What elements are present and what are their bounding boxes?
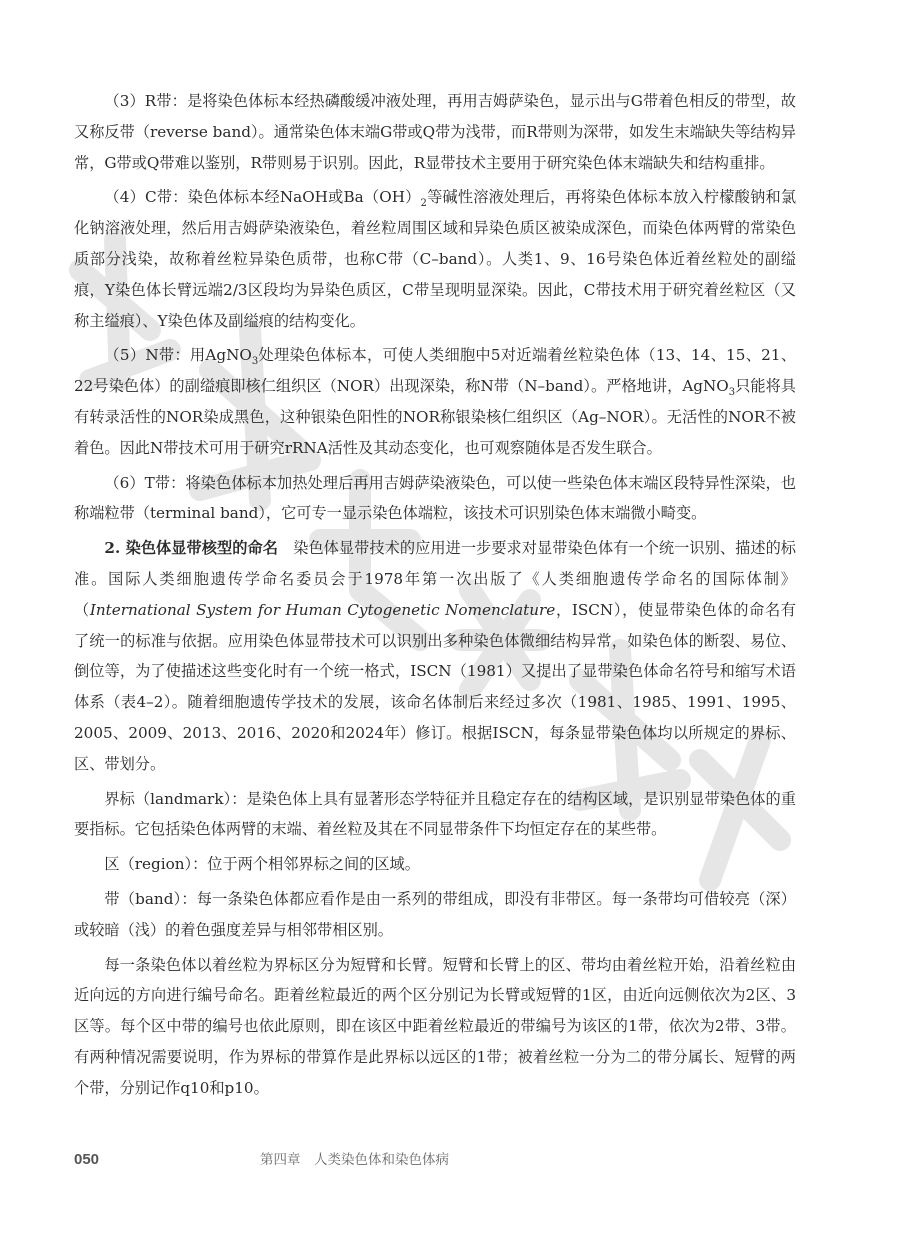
paragraph-c-band-text-1: （4）C带：染色体标本经NaOH或Ba（OH）: [104, 188, 421, 207]
paragraph-nomenclature-text-2: ，ISCN），使显带染色体的命名有了统一的标准与依据。应用染色体显带技术可以识别出多种染色体微细结构异常，如染色体的断裂、易位、倒位等，为了使描述这些变化时有一个统一格式，ISCN（1981）又提出了显带染色体命名符号和缩写术语体系（表4–2）。随着细胞遗传学技术的发展，该命名体制后来经过多次（1981、1985、1991、1995、2005、2009、2013、2016、2020和2024年）修订。根据ISCN，每条显带染色体均以所规定的界标、区、带划分。: [74, 600, 796, 773]
paragraph-region: 区（region）：位于两个相邻界标之间的区域。: [104, 855, 420, 874]
paragraph-band: 带（band）：每一条染色体都应看作是由一系列的带组成，即没有非带区。每一条带均可借较亮（深）或较暗（浅）的着色强度差异与相邻带相区别。: [74, 889, 796, 939]
paragraph-numbering: 每一条染色体以着丝粒为界标区分为短臂和长臂。短臂和长臂上的区、带均由着丝粒开始，沿着丝粒由近向远的方向进行编号命名。距着丝粒最近的两个区分别记为长臂或短臂的1区，由近向远侧依次为2区、3区等。每个区中带的编号也依此原则，即在该区中距着丝粒最近的带编号为该区的1带，依次为2带、3带。有两种情况需要说明，作为界标的带算作是此界标以远区的1带；被着丝粒一分为二的带分属长、短臂的两个带，分别记作q10和p10。: [74, 955, 796, 1097]
body-text: [74, 86, 796, 1104]
running-chapter-title: 第四章 人类染色体和染色体病: [260, 1152, 449, 1168]
paragraph-n-band-text-2: 处理染色体标本，可使人类细胞中5对近端着丝粒染色体（13、14、15、21、22号染色体）的副缢痕即核仁组织区（NOR）出现深染，称N带（N–band）。严格地讲，AgNO: [74, 346, 797, 396]
subscript-3: 3: [728, 387, 736, 399]
subscript-2: 2: [420, 198, 427, 210]
paragraph-c-band: [74, 182, 796, 336]
subscript-3: 3: [251, 356, 259, 368]
paragraph-t-band: （6）T带：将染色体标本加热处理后再用吉姆萨染液染色，可以使一些染色体末端区段特异性深染，也称端粒带（terminal band），它可专一显示染色体端粒，该技术可识别染色体末端微小畸变。: [74, 473, 796, 523]
paragraph-n-band-text-3: 只能将具有转录活性的NOR染成黑色，这种银染色阳性的NOR称银染核仁组织区（Ag–NOR）。无活性的NOR不被着色。因此N带技术可用于研究rRNA活性及其动态变化，也可观察随体是否发生联合。: [74, 377, 796, 457]
paragraph-c-band-text-2: 等碱性溶液处理后，再将染色体标本放入柠檬酸钠和氯化钠溶液处理，然后用吉姆萨染液染色，着丝粒周围区域和异染色质区被染成深色，而染色体两臂的常染色质部分浅染，故称着丝粒异染色质带，也称C带（C–band）。人类1、9、16号染色体近着丝粒处的副缢痕，Y染色体长臂远端2/3区段均为异染色质区，C带呈现明显深染。因此，C带技术用于研究着丝粒区（又称主缢痕）、Y染色体及副缢痕的结构变化。: [74, 188, 797, 330]
paragraph-nomenclature: [74, 533, 796, 779]
paragraph-n-band: [74, 340, 796, 463]
section-heading: 2. 染色体显带核型的命名: [104, 539, 278, 558]
page-number: 050: [74, 1151, 100, 1168]
page-footer: [74, 1148, 796, 1172]
iscn-title-italic: International System for Human Cytogenetic Nomenclature: [89, 600, 556, 619]
paragraph-r-band: （3）R带：是将染色体标本经热磷酸缓冲液处理，再用吉姆萨染色，显示出与G带着色相反的带型，故又称反带（reverse band）。通常染色体末端G带或Q带为浅带，而R带则为深带，如发生末端缺失等结构异常，G带或Q带难以鉴别，R带则易于识别。因此，R显带技术主要用于研究染色体末端缺失和结构重排。: [74, 92, 796, 172]
paragraph-n-band-text-1: （5）N带：用AgNO: [104, 346, 252, 365]
paragraph-nomenclature-text-1: 染色体显带技术的应用进一步要求对显带染色体有一个统一识别、描述的标准。国际人类细胞遗传学命名委员会于1978年第一次出版了《人类细胞遗传学命名的国际体制》（: [74, 539, 796, 619]
paragraph-landmark: 界标（landmark）：是染色体上具有显著形态学特征并且稳定存在的结构区域，是识别显带染色体的重要指标。它包括染色体两臂的末端、着丝粒及其在不同显带条件下均恒定存在的某些带。: [74, 789, 796, 839]
